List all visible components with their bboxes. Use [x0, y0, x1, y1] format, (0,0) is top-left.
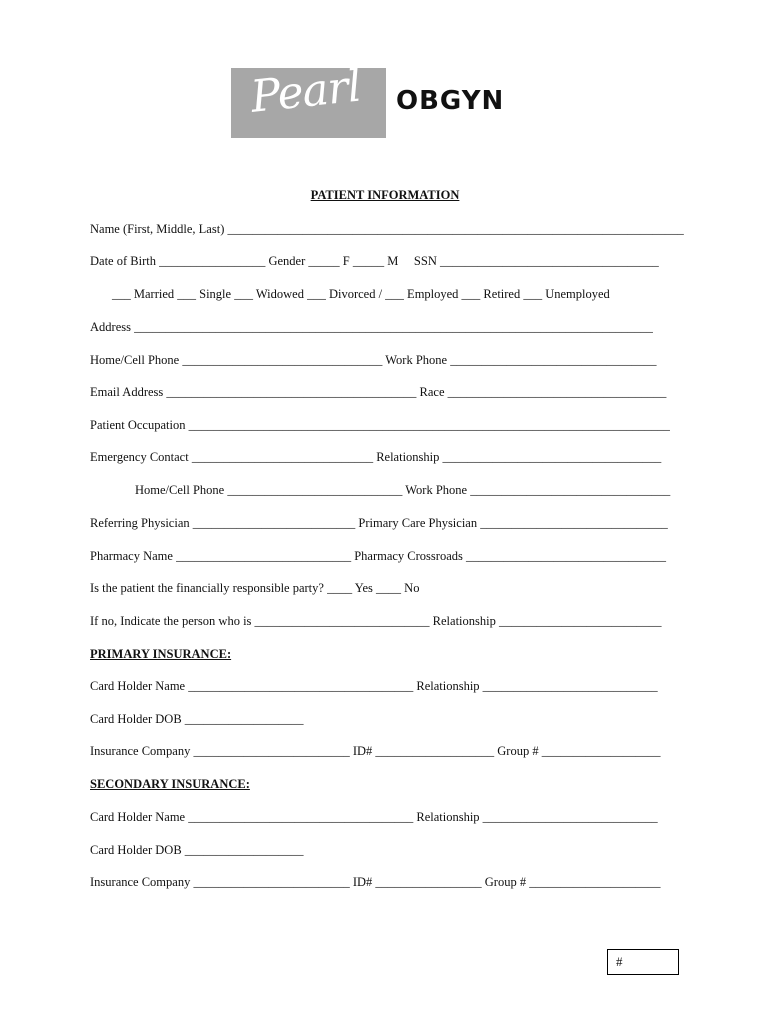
secondary-insurance-company-field[interactable]: Insurance Company _________________________ ID# _________________ Group # _____________________ — [90, 875, 661, 889]
address-field[interactable]: Address ___________________________________________________________________________________ — [90, 320, 653, 334]
emergency-contact-field[interactable]: Emergency Contact _____________________________ Relationship ___________________________________ — [90, 450, 662, 464]
emergency-phone-field[interactable]: Home/Cell Phone ____________________________ Work Phone ________________________________ — [135, 483, 671, 497]
email-race-field[interactable]: Email Address ________________________________________ Race ___________________________________ — [90, 385, 667, 399]
dob-gender-ssn-field[interactable]: Date of Birth _________________ Gender _____ F _____ M SSN ___________________________________ — [90, 254, 659, 268]
phone-field[interactable]: Home/Cell Phone ________________________________ Work Phone _________________________________ — [90, 353, 657, 367]
form-title: PATIENT INFORMATION — [310, 188, 460, 202]
financial-responsibility-field[interactable]: Is the patient the financially responsible party? ____ Yes ____ No — [90, 581, 420, 595]
secondary-card-holder-field[interactable]: Card Holder Name ____________________________________ Relationship ____________________________ — [90, 810, 658, 824]
secondary-insurance-heading: SECONDARY INSURANCE: — [90, 777, 250, 791]
logo — [231, 60, 543, 138]
logo-script-text: Pearl — [248, 60, 364, 123]
physician-field[interactable]: Referring Physician __________________________ Primary Care Physician ______________________________ — [90, 516, 668, 530]
primary-insurance-company-field[interactable]: Insurance Company _________________________ ID# ___________________ Group # ___________________ — [90, 744, 661, 758]
record-number-label: # — [616, 954, 623, 969]
primary-card-holder-dob-field[interactable]: Card Holder DOB ___________________ — [90, 712, 304, 726]
name-field[interactable]: Name (First, Middle, Last) _________________________________________________________________________ — [90, 222, 684, 236]
logo-text: OBGYN — [396, 86, 505, 116]
primary-insurance-heading: PRIMARY INSURANCE: — [90, 647, 232, 661]
marital-employment-field[interactable]: ___ Married ___ Single ___ Widowed ___ Divorced / ___ Employed ___ Retired ___ Unemployed — [112, 287, 610, 301]
secondary-card-holder-dob-field[interactable]: Card Holder DOB ___________________ — [90, 843, 304, 857]
primary-card-holder-field[interactable]: Card Holder Name ____________________________________ Relationship ____________________________ — [90, 679, 658, 693]
pharmacy-field[interactable]: Pharmacy Name ____________________________ Pharmacy Crossroads ________________________________ — [90, 549, 666, 563]
responsible-person-field[interactable]: If no, Indicate the person who is ____________________________ Relationship __________________________ — [90, 614, 662, 628]
record-number-box[interactable] — [607, 949, 679, 975]
logo-box — [231, 60, 386, 138]
occupation-field[interactable]: Patient Occupation _____________________________________________________________________________ — [90, 418, 670, 432]
